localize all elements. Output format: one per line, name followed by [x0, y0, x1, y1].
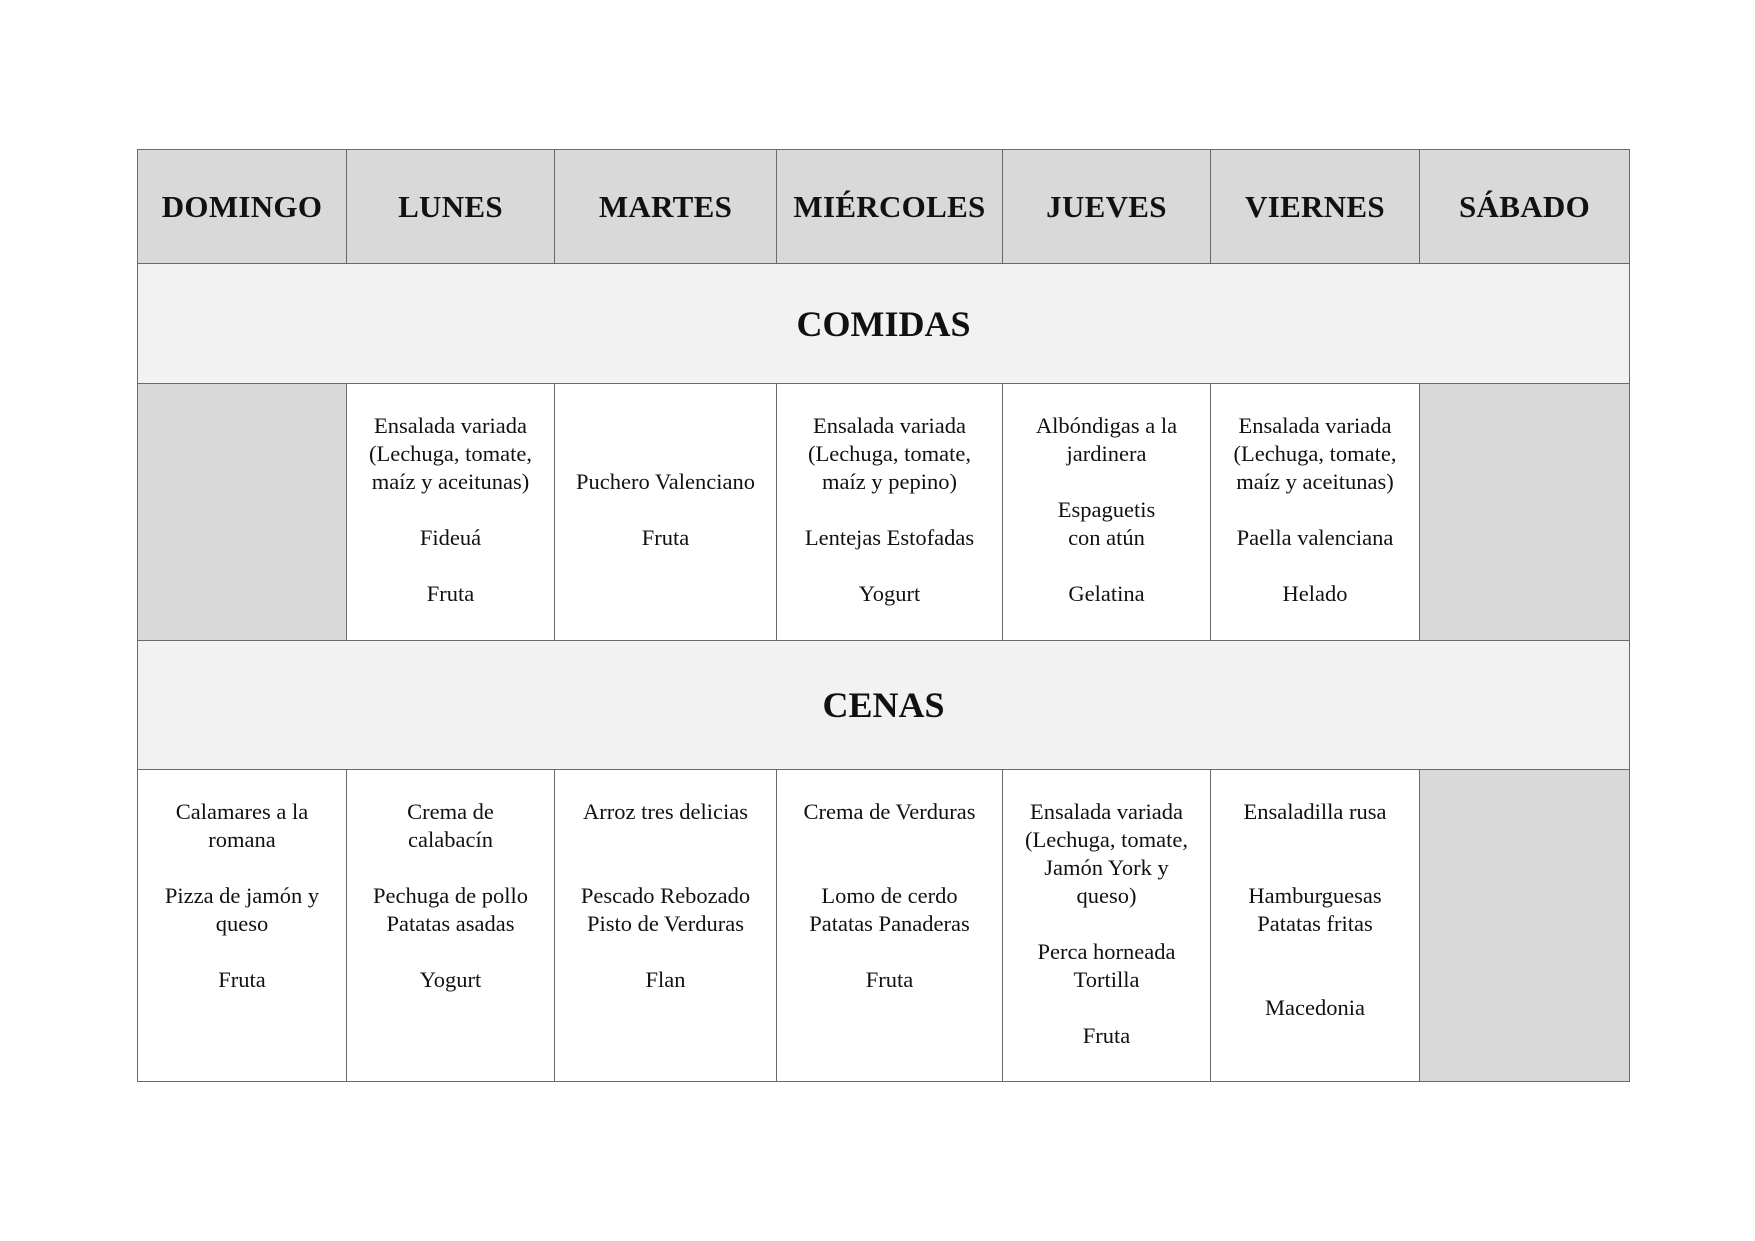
cenas-cell-martes [555, 769, 777, 1081]
comidas-cell-viernes [1211, 383, 1420, 640]
comidas-cell-domingo [138, 383, 347, 640]
cell-text [1420, 770, 1629, 798]
day-header-lunes: LUNES [347, 150, 555, 264]
weekly-menu-table [137, 149, 1630, 1082]
cenas-cell-viernes [1211, 769, 1420, 1081]
day-header-sabado: SÁBADO [1420, 150, 1630, 264]
cell-text: Crema de Verduras Lomo de cerdo Patatas Panaderas Fruta [803, 798, 976, 992]
cell-text: Ensalada variada (Lechuga, tomate, maíz y aceitunas) Fideuá Fruta [368, 412, 533, 606]
cell-text: Ensalada variada (Lechuga, tomate, Jamón York y queso) Perca horneada Tortilla Fruta [1024, 798, 1189, 1048]
cell-text [138, 384, 346, 412]
cell-text: Calamares a la romana Pizza de jamón y queso Fruta [164, 798, 320, 992]
comidas-cell-lunes [347, 383, 555, 640]
comidas-cell-sabado [1420, 383, 1630, 640]
cell-text: Ensalada variada (Lechuga, tomate, maíz y pepino) Lentejas Estofadas Yogurt [804, 412, 975, 606]
cenas-cell-miercoles [777, 769, 1003, 1081]
section-row-comidas [138, 264, 1630, 383]
cell-text: Arroz tres delicias Pescado Rebozado Pisto de Verduras Flan [580, 798, 751, 992]
cenas-cell-domingo [138, 769, 347, 1081]
cell-text: Crema de calabacín Pechuga de pollo Patatas asadas Yogurt [373, 798, 528, 992]
section-row-cenas [138, 640, 1630, 769]
comidas-cell-martes [555, 383, 777, 640]
cell-text: Albóndigas a la jardinera Espaguetis con atún Gelatina [1035, 412, 1178, 606]
cell-text [1420, 384, 1629, 412]
comidas-cell-miercoles [777, 383, 1003, 640]
day-header-domingo: DOMINGO [138, 150, 347, 264]
day-header-viernes: VIERNES [1211, 150, 1420, 264]
cenas-cell-lunes [347, 769, 555, 1081]
cenas-cell-sabado [1420, 769, 1630, 1081]
day-header-martes: MARTES [555, 150, 777, 264]
day-header-jueves: JUEVES [1003, 150, 1211, 264]
meal-row-comidas [138, 383, 1630, 640]
cell-text: Ensalada variada (Lechuga, tomate, maíz y aceitunas) Paella valenciana Helado [1233, 412, 1397, 606]
cenas-cell-jueves [1003, 769, 1211, 1081]
comidas-cell-jueves [1003, 383, 1211, 640]
day-header-row [138, 150, 1630, 264]
day-header-miercoles: MIÉRCOLES [777, 150, 1003, 264]
section-title-comidas: COMIDAS [138, 264, 1630, 383]
cell-text: Ensaladilla rusa Hamburguesas Patatas fritas Macedonia [1243, 798, 1387, 1020]
cell-text: Puchero Valenciano Fruta [576, 468, 755, 550]
meal-row-cenas [138, 769, 1630, 1081]
section-title-cenas: CENAS [138, 640, 1630, 769]
